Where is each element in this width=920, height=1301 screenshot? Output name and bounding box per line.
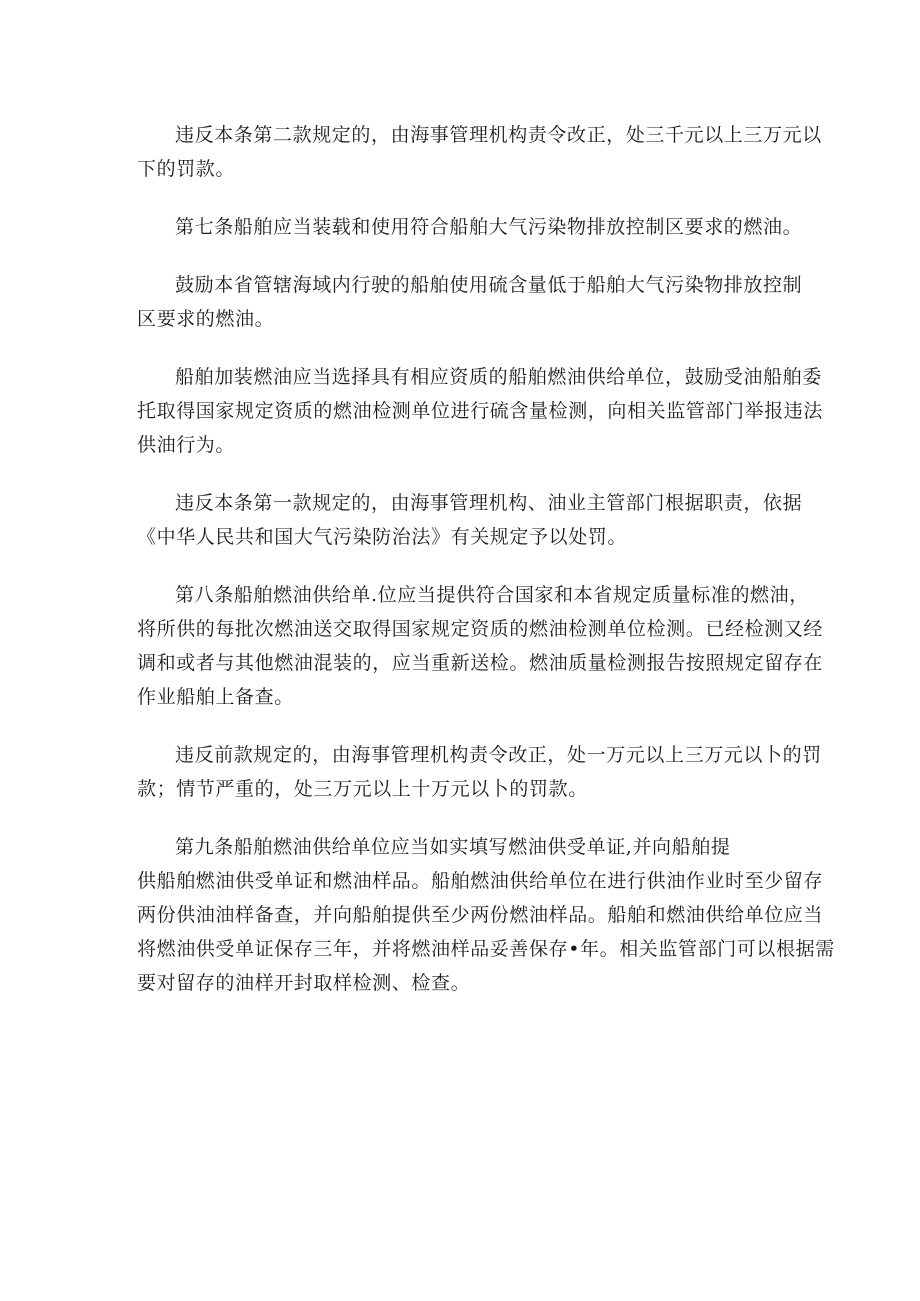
paragraph-line: 将所供的每批次燃油送交取得国家规定资质的燃油检测单位检测。已经检测又经 bbox=[137, 618, 824, 640]
paragraph-line: 《中华人民共和国大气污染防治法》有关规定予以处罚。 bbox=[137, 526, 628, 548]
article-seven-line: 第七条船舶应当装载和使用符合船舶大气污染物排放控制区要求的燃油。 bbox=[175, 216, 803, 238]
document-body bbox=[137, 118, 835, 1000]
paragraph-line: 违反本条第一款规定的，由海事管理机构、油业主管部门根据职责，依据 bbox=[175, 492, 803, 514]
paragraph-line: 下的罚款。 bbox=[137, 158, 236, 180]
paragraph-line: 供油行为。 bbox=[137, 434, 236, 456]
paragraph-line: 两份供油油样备查，并向船舶提供至少两份燃油样品。船舶和燃油供给单位应当 bbox=[137, 904, 824, 926]
paragraph-line: 违反前款规定的，由海事管理机构责令改正，处一万元以上三万元以卜的罚 bbox=[175, 744, 822, 766]
article-nine-line: 第九条船舶燃油供给单位应当如实填写燃油供受单证,并向船舶提 bbox=[175, 836, 731, 858]
paragraph-line: 船舶加装燃油应当选择具有相应资质的船舶燃油供给单位，鼓励受油船舶委 bbox=[175, 366, 822, 388]
paragraph-line: 要对留存的油样开封取样检测、检查。 bbox=[137, 972, 471, 994]
paragraph-line: 款；情节严重的，处三万元以上十万元以卜的罚款。 bbox=[137, 778, 588, 800]
paragraph-line: 作业船舶上备查。 bbox=[137, 686, 294, 708]
article-eight-line: 第八条船舶燃油供给单.位应当提供符合国家和本省规定质量标准的燃油， bbox=[175, 584, 809, 606]
paragraph-line: 托取得国家规定资质的燃油检测单位进行硫含量检测，向相关监管部门举报违法 bbox=[137, 400, 824, 422]
paragraph-line: 调和或者与其他燃油混装的，应当重新送检。燃油质量检测报告按照规定留存在 bbox=[137, 652, 824, 674]
paragraph-line: 供船舶燃油供受单证和燃油样品。船舶燃油供给单位在进行供油作业时至少留存 bbox=[137, 870, 824, 892]
paragraph-line: 将燃油供受单证保存三年，并将燃油样品妥善保存•年。相关监管部门可以根据需 bbox=[137, 938, 835, 960]
paragraph-line: 鼓励本省管辖海域内行驶的船舶使用硫含量低于船舶大气污染物排放控制 bbox=[175, 274, 803, 296]
paragraph-line: 区要求的燃油。 bbox=[137, 308, 275, 330]
paragraph-line: 违反本条第二款规定的，由海事管理机构责令改正，处三千元以上三万元以 bbox=[175, 124, 822, 146]
